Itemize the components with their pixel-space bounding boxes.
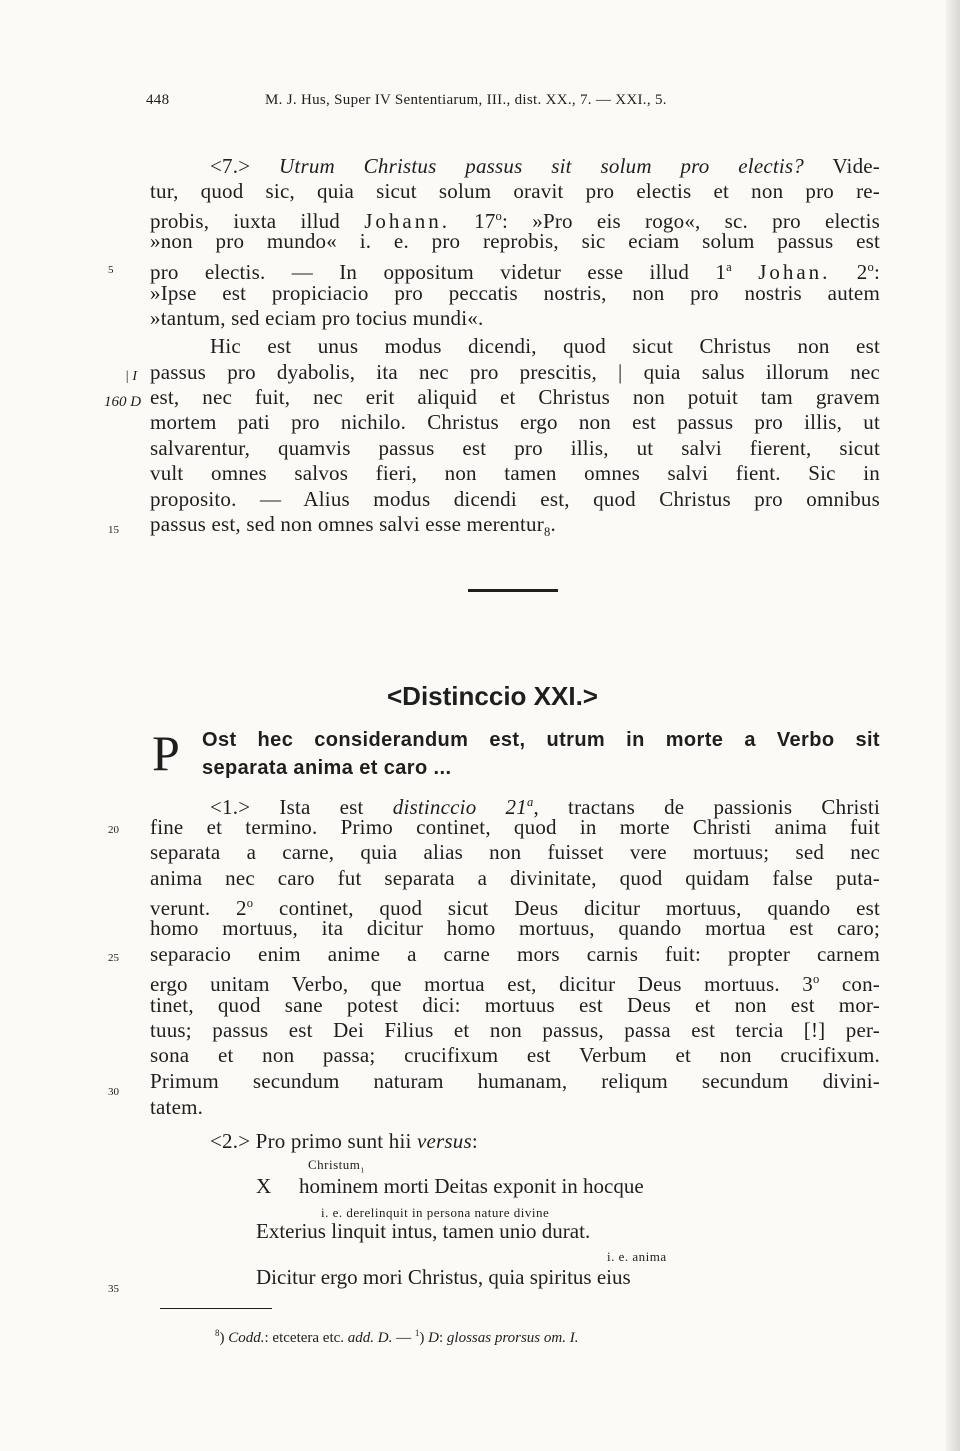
interlinear-gloss: Christum$_1$ [308, 1157, 365, 1175]
interlinear-gloss: i. e. anima [607, 1249, 667, 1264]
text-line: vult omnes salvos fieri, non tamen omnes salvi fient. Sic in [150, 461, 880, 485]
text-line: separata a carne, quia alias non fuisset vere mortuus; sed nec [150, 840, 880, 864]
section-divider [468, 589, 558, 592]
text-line: tatem. [150, 1095, 204, 1119]
text-line: homo mortuus, ita dicitur homo mortuus, quando mortua est caro; [150, 916, 880, 940]
text-line: »non pro mundo« i. e. pro reprobis, sic eciam solum passus est [150, 229, 880, 253]
incipit-line-1: Ost hec considerandum est, utrum in morte a Verbo sit [202, 729, 880, 751]
text-line: Hic est unus modus dicendi, quod sicut Christus non est [210, 334, 880, 358]
page-number: 448 [146, 92, 170, 108]
text-line: sona et non passa; crucifixum est Verbum et non crucifixum. [150, 1043, 880, 1067]
verse-line: hominem morti Deitas exponit in hocque [299, 1174, 644, 1198]
text-line: pro electis. — In oppositum videtur esse illud 1$^a$ Johan. 2$^o$: [150, 260, 881, 284]
text-line: anima nec caro fut separata a divinitate, quod quidam false puta- [150, 866, 880, 890]
text-line: salvarentur, quamvis passus est pro illis, ut salvi fierent, sicut [150, 436, 880, 460]
text-line: separacio enim anime a carne mors carnis fuit: propter carnem [150, 942, 880, 966]
text-line: proposito. — Alius modus dicendi est, quod Christus pro omnibus [150, 487, 880, 511]
text-line: tur, quod sic, quia sicut solum oravit pro electis et non pro re- [150, 179, 880, 203]
line-number-30: 30 [108, 1086, 119, 1098]
text-line: fine et termino. Primo continet, quod in morte Christi anima fuit [150, 815, 880, 839]
line-number-35: 35 [108, 1283, 119, 1295]
text-line: »tantum, sed eciam pro tocius mundi«. [150, 306, 484, 330]
text-line: <7.> Utrum Christus passus sit solum pro electis? Vide- [210, 154, 880, 178]
folio-mark-1: | I [125, 369, 138, 384]
interlinear-gloss: i. e. derelinquit in persona nature divine [321, 1205, 550, 1220]
footnotes: $^8$) Codd.: etcetera etc. add. D. — $^1$) D: glossas prorsus om. I. [215, 1328, 579, 1346]
verse-line: Exterius linquit intus, tamen unio durat. [256, 1219, 591, 1243]
text-line: passus est, sed non omnes salvi esse merentur$_8$. [150, 512, 556, 540]
line-number-25: 25 [108, 952, 119, 964]
drop-cap: P [152, 725, 180, 781]
incipit-line-2: separata anima et caro ... [202, 757, 452, 779]
text-line: tuus; passus est Dei Filius et non passus, passa est tercia [!] per- [150, 1018, 880, 1042]
text-line: mortem pati pro nichilo. Christus ergo non est passus pro illis, ut [150, 410, 880, 434]
text-line: passus pro dyabolis, ita nec pro prescitis, | quia salus illorum nec [150, 360, 880, 384]
text-line: <2.> Pro primo sunt hii versus: [210, 1129, 478, 1153]
verse-line: Dicitur ergo mori Christus, quia spiritus eius [256, 1265, 631, 1289]
distinction-heading: <Distinccio XXI.> [387, 681, 598, 711]
text-line: <1.> Ista est distinccio 21$^a$, tractans de passionis Christi [210, 795, 880, 819]
line-number-15: 15 [108, 524, 119, 536]
line-number-5: 5 [108, 264, 114, 276]
footnote-rule [160, 1308, 272, 1309]
verse-mark: X [256, 1174, 272, 1198]
line-number-20: 20 [108, 824, 119, 836]
question-title: Utrum Christus passus sit solum pro electis? [279, 154, 805, 178]
page-edge-shadow [946, 0, 960, 1451]
text-line: est, nec fuit, nec erit aliquid et Christus non potuit tam gravem [150, 385, 880, 409]
text-line: Primum secundum naturam humanam, reliqum secundum divini- [150, 1069, 880, 1093]
text-line: verunt. 2$^o$ continet, quod sicut Deus dicitur mortuus, quando est [150, 896, 881, 920]
text-line: probis, iuxta illud Johann. 17$^o$: »Pro eis rogo«, sc. pro electis [150, 209, 880, 233]
running-title: M. J. Hus, Super IV Sententiarum, III., dist. XX., 7. — XXI., 5. [265, 92, 667, 108]
folio-mark-2: 160 D [104, 394, 142, 410]
text-line: »Ipse est propiciacio pro peccatis nostris, non pro nostris autem [150, 281, 880, 305]
text-line: ergo unitam Verbo, que mortua est, dicitur Deus mortuus. 3$^o$ con- [150, 972, 880, 996]
text-line: tinet, quod sane potest dici: mortuus est Deus et non est mor- [150, 993, 880, 1017]
